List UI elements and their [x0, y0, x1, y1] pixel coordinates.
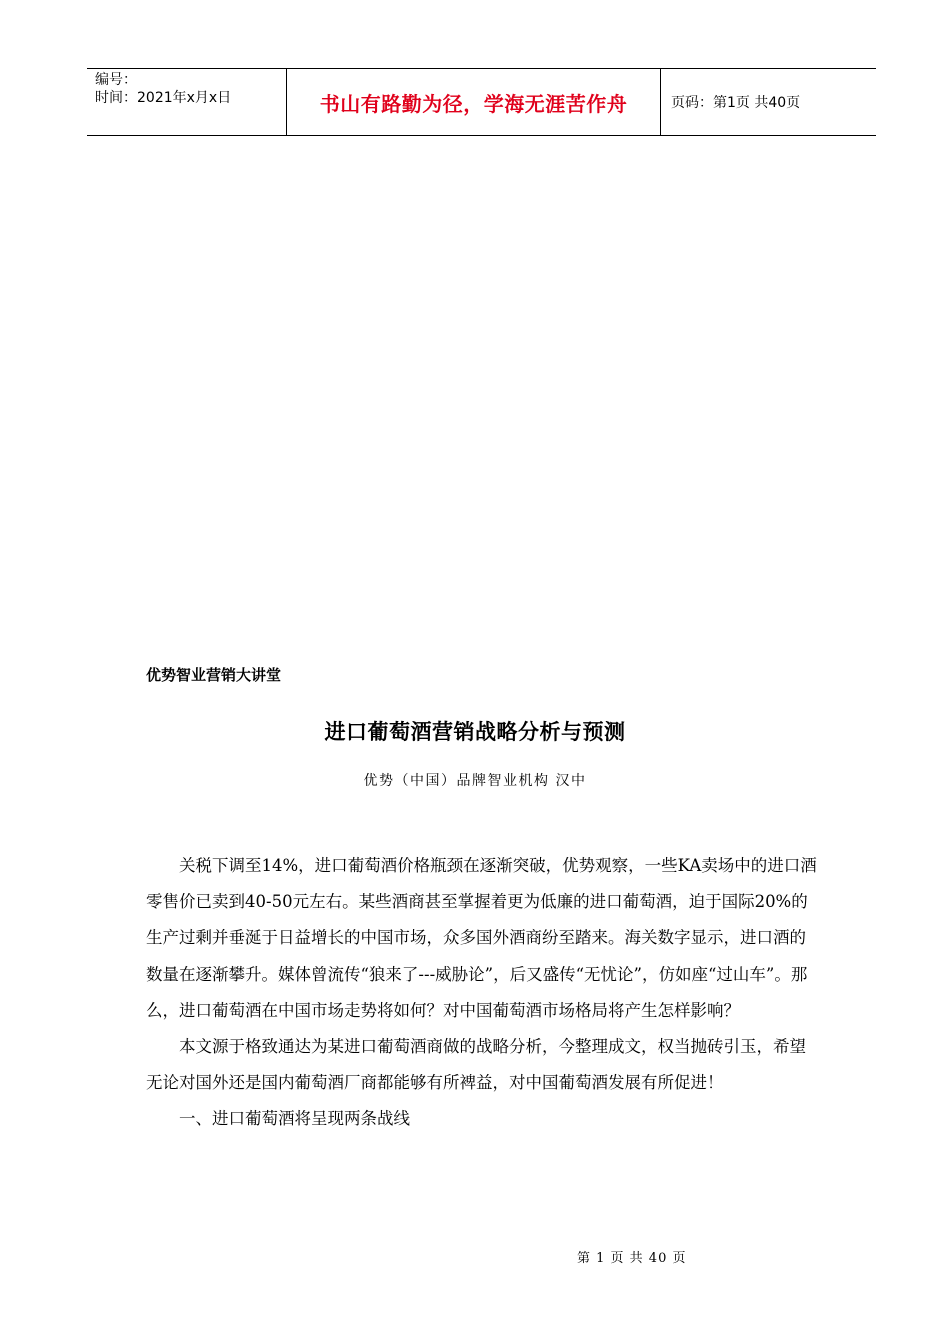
- header-motto: 书山有路勤为径，学海无涯苦作舟: [287, 69, 661, 135]
- body-paragraph: 关税下调至14%，进口葡萄酒价格瓶颈在逐渐突破，优势观察，一些KA卖场中的进口酒零售价已卖到40-50元左右。某些酒商甚至掌握着更为低廉的进口葡萄酒，迫于国际20%的生产过剩并垂涎于日益增长的中国市场，众多国外酒商纷至踏来。海关数字显示，进口酒的数量在逐渐攀升。媒体曾流传“狼来了---威胁论”，后又盛传“无忧论”，仿如座“过山车”。那么，进口葡萄酒在中国市场走势将如何？对中国葡萄酒市场格局将产生怎样影响？: [146, 856, 817, 1020]
- serial-number-label: 编号：: [95, 72, 137, 88]
- document-body: [146, 848, 822, 1138]
- section-heading: 一、进口葡萄酒将呈现两条战线: [179, 1109, 410, 1129]
- page-header: [87, 68, 876, 136]
- page-footer: 第 1 页 共 40 页: [577, 1251, 687, 1266]
- header-meta: [87, 69, 287, 135]
- organization-label: 优势智业营销大讲堂: [146, 666, 282, 684]
- document-byline: 优势（中国）品牌智业机构 汉中: [363, 773, 587, 789]
- document-title: 进口葡萄酒营销战略分析与预测: [324, 720, 626, 744]
- date-label: 时间：2021年x月x日: [95, 90, 232, 106]
- header-page-info: 页码：第1页 共40页: [671, 95, 801, 111]
- body-paragraph: 本文源于格致通达为某进口葡萄酒商做的战略分析，今整理成文，权当抛砖引玉，希望无论对国外还是国内葡萄酒厂商都能够有所裨益，对中国葡萄酒发展有所促进！: [146, 1037, 806, 1093]
